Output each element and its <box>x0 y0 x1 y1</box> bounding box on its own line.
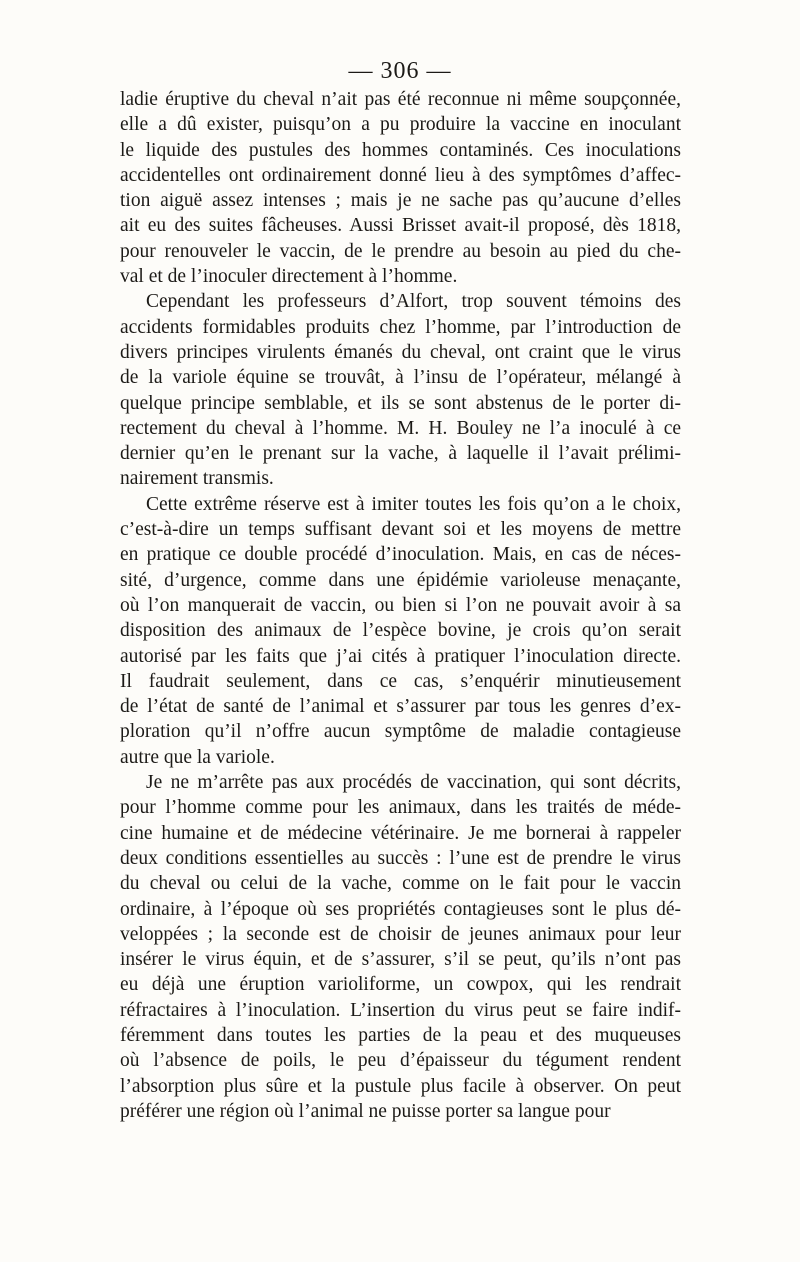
text-line: dernier qu’en le prenant sur la vache, à laquelle il l’avait prélimi- <box>120 443 681 465</box>
paragraph <box>120 87 681 289</box>
text-line: veloppées ; la seconde est de choisir de jeunes animaux pour leur <box>120 923 681 945</box>
text-line: ait eu des suites fâcheuses. Aussi Brisset avait-il proposé, dès 1818, <box>120 215 681 237</box>
text-line: deux conditions essentielles au succès : l’une est de prendre le virus <box>120 847 681 869</box>
text-line: en pratique ce double procédé d’inoculation. Mais, en cas de néces- <box>120 544 681 566</box>
text-line: accidents formidables produits chez l’homme, par l’introduction de <box>120 316 681 338</box>
text-line: rectement du cheval à l’homme. M. H. Bouley ne l’a inoculé à ce <box>120 417 681 439</box>
text-line: ploration qu’il n’offre aucun symptôme de maladie contagieuse <box>120 721 681 743</box>
text-line: l’absorption plus sûre et la pustule plus facile à observer. On peut <box>120 1075 681 1097</box>
text-line: insérer le virus équin, et de s’assurer, s’il se peut, qu’ils n’ont pas <box>120 949 681 971</box>
text-line: féremment dans toutes les parties de la peau et des muqueuses <box>120 1024 681 1046</box>
text-line: elle a dû exister, puisqu’on a pu produire la vaccine en inoculant <box>120 114 681 136</box>
text-line: eu déjà une éruption varioliforme, un cowpox, qui les rendrait <box>120 974 681 996</box>
text-line: autorisé par les faits que j’ai cités à pratiquer l’inoculation directe. <box>120 645 681 667</box>
paragraph <box>120 492 681 770</box>
text-line: sité, d’urgence, comme dans une épidémie varioleuse menaçante, <box>120 569 681 591</box>
paragraph <box>120 770 681 1124</box>
text-line: nairement transmis. <box>120 468 274 490</box>
text-line: réfractaires à l’inoculation. L’insertion du virus peut se faire indif- <box>120 999 681 1021</box>
body-text <box>120 87 681 1124</box>
paragraph <box>120 289 681 491</box>
text-line: pour renouveler le vaccin, de le prendre au besoin au pied du che- <box>120 240 681 262</box>
text-line: quelque principe semblable, et ils se sont abstenus de le porter di- <box>120 392 681 414</box>
text-line: Cependant les professeurs d’Alfort, trop souvent témoins des <box>146 291 681 313</box>
text-line: où l’on manquerait de vaccin, ou bien si l’on ne pouvait avoir à sa <box>120 594 681 616</box>
text-line: Il faudrait seulement, dans ce cas, s’enquérir minutieusement <box>120 670 681 692</box>
text-line: de la variole équine se trouvât, à l’insu de l’opérateur, mélangé à <box>120 367 681 389</box>
text-line: où l’absence de poils, le peu d’épaisseur du tégument rendent <box>120 1050 681 1072</box>
text-line: ordinaire, à l’époque où ses propriétés contagieuses sont le plus dé- <box>120 898 681 920</box>
text-line: pour l’homme comme pour les animaux, dans les traités de méde- <box>120 797 681 819</box>
text-line: le liquide des pustules des hommes contaminés. Ces inoculations <box>120 139 681 161</box>
text-line: ladie éruptive du cheval n’ait pas été reconnue ni même soupçonnée, <box>120 89 681 110</box>
text-line: val et de l’inoculer directement à l’homme. <box>120 266 458 288</box>
text-line: tion aiguë assez intenses ; mais je ne sache pas qu’aucune d’elles <box>120 190 681 212</box>
page-number: — 306 — <box>348 58 452 84</box>
text-line: accidentelles ont ordinairement donné lieu à des symptômes d’affec- <box>120 164 681 186</box>
text-line: c’est-à-dire un temps suffisant devant soi et les moyens de mettre <box>120 519 681 541</box>
text-line: Cette extrême réserve est à imiter toutes les fois qu’on a le choix, <box>146 493 681 515</box>
text-line: Je ne m’arrête pas aux procédés de vaccination, qui sont décrits, <box>146 772 681 794</box>
text-line: cine humaine et de médecine vétérinaire. Je me bornerai à rappeler <box>120 822 681 844</box>
text-line: divers principes virulents émanés du cheval, ont craint que le virus <box>120 341 681 363</box>
text-line: de l’état de santé de l’animal et s’assurer par tous les genres d’ex- <box>120 696 681 718</box>
text-line: disposition des animaux de l’espèce bovine, je crois qu’on serait <box>120 620 681 642</box>
text-line: du cheval ou celui de la vache, comme on le fait pour le vaccin <box>120 873 681 895</box>
text-line: autre que la variole. <box>120 746 275 768</box>
text-line: préférer une région où l’animal ne puisse porter sa langue pour <box>120 1100 611 1122</box>
